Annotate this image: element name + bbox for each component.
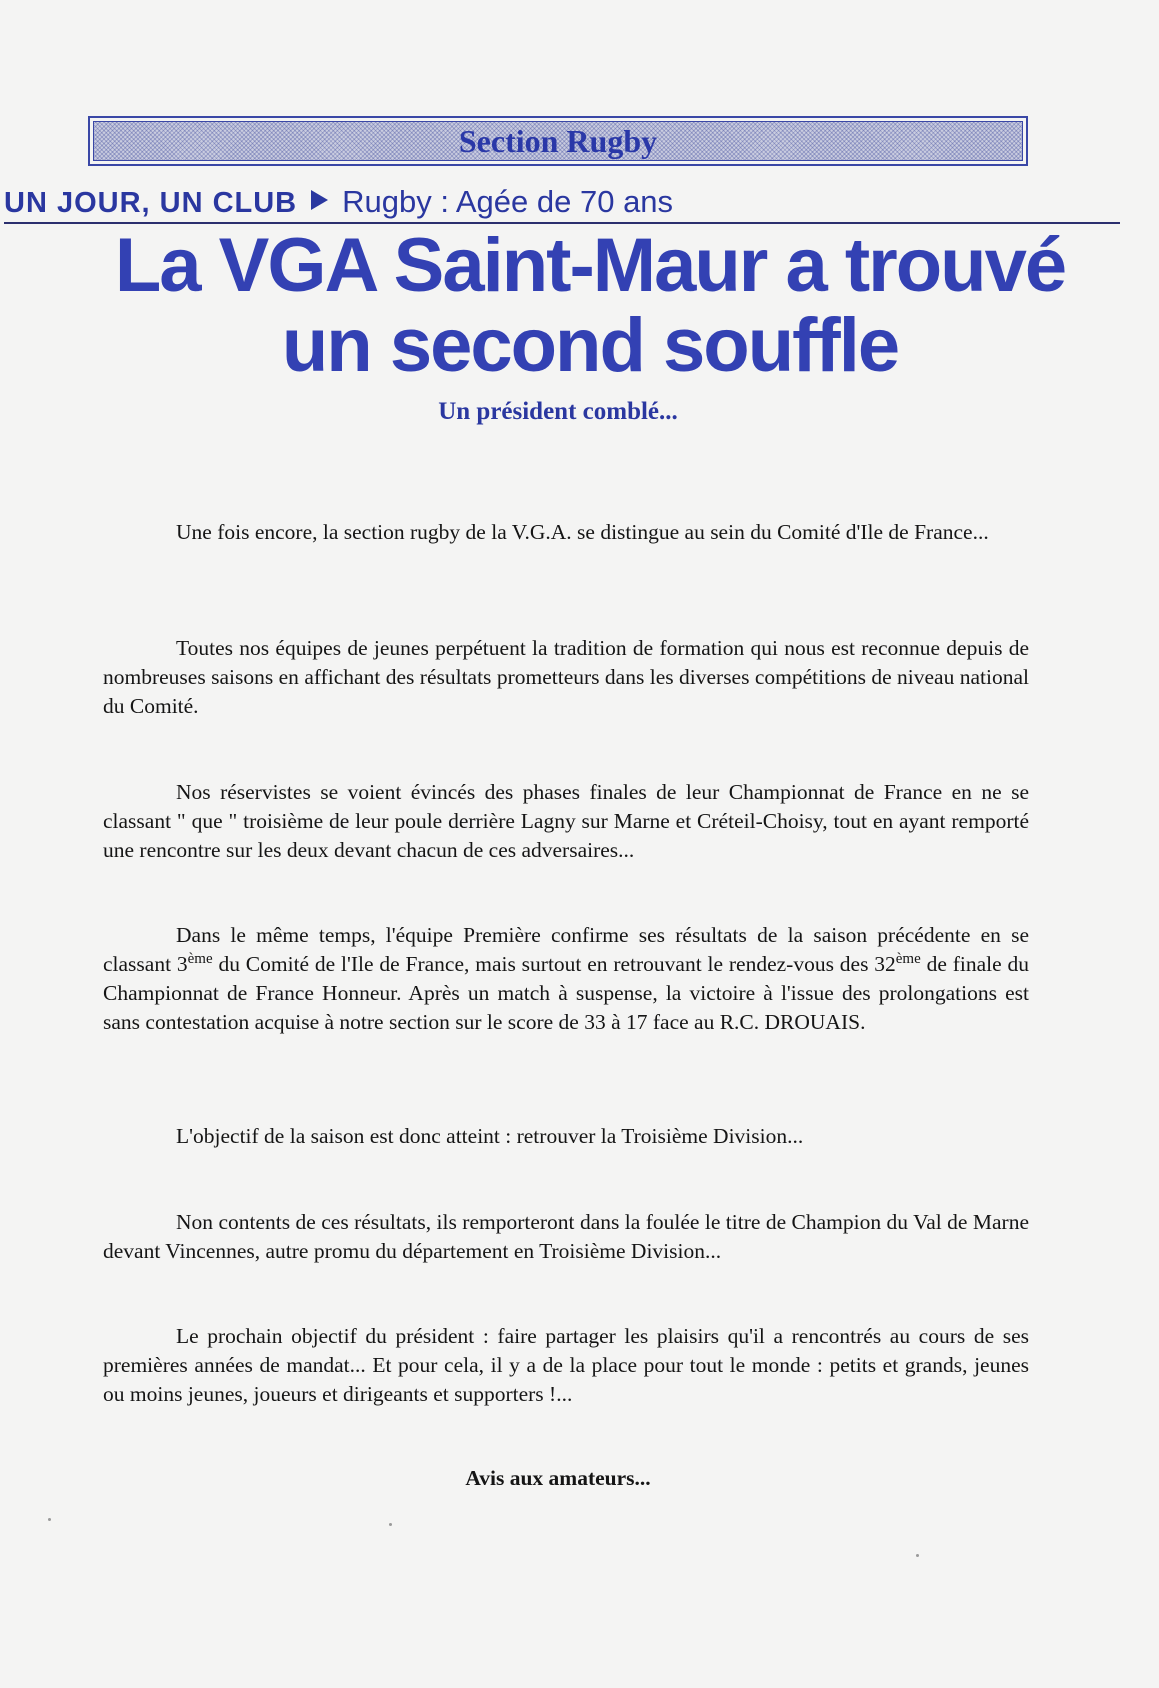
paragraph-7: Le prochain objectif du président : faire partager les plaisirs qu'il a rencontrés au cours de ses premières années de mandat... Et pour cela, il y a de la place pour tout le monde : petits et grands, jeunes ou moins jeunes, joueurs et dirigeants et supporters !...: [103, 1324, 1029, 1406]
kicker-label: UN JOUR, UN CLUB: [4, 187, 298, 219]
headline-line-2: un second souffle: [281, 303, 899, 388]
paper-speck: [48, 1518, 51, 1521]
ordinal-suffix: ème: [187, 951, 213, 967]
kicker-subtitle: Rugby : Agée de 70 ans: [342, 184, 674, 219]
paragraph-4-part-3: de finale du Championnat de France Honneur. Après un match à suspense, la victoire à l'issue des prolongations est sans contestation acquise à notre section sur le score de 33 à 17 face au R.C. DROUAIS.: [103, 952, 1029, 1034]
paper-speck: [916, 1554, 919, 1557]
paragraph-4-part-2: du Comité de l'Ile de France, mais surtout en retrouvant le rendez-vous des 32: [212, 952, 896, 976]
closing-line: Avis aux amateurs...: [465, 1466, 651, 1490]
headline: [60, 223, 1120, 388]
headline-line-1: La VGA Saint-Maur a trouvé: [114, 223, 1066, 308]
section-banner: [88, 116, 1028, 166]
paper-speck: [389, 1523, 392, 1526]
ordinal-suffix: ème: [895, 951, 921, 967]
paragraph-6: Non contents de ces résultats, ils remporteront dans la foulée le titre de Champion du Val de Marne devant Vincennes, autre promu du département en Troisième Division...: [103, 1210, 1029, 1263]
paragraph-3: Nos réservistes se voient évincés des phases finales de leur Championnat de France en ne se classant " que " troisième de leur poule derrière Lagny sur Marne et Créteil-Choisy, tout en ayant remporté une rencontre sur les deux devant chacun de ces adversaires...: [103, 780, 1029, 862]
paragraph-4-part-1: Dans le même temps, l'équipe Première confirme ses résultats de la saison précédente en se classant 3: [103, 923, 1029, 976]
paragraph-2: Toutes nos équipes de jeunes perpétuent la tradition de formation qui nous est reconnue depuis de nombreuses saisons en affichant des résultats prometteurs dans les diverses compétitions de niveau national du Comité.: [103, 636, 1029, 718]
kicker-line: [4, 184, 1120, 224]
paragraph-5: L'objectif de la saison est donc atteint : retrouver la Troisième Division...: [176, 1124, 804, 1148]
paragraph-1: Une fois encore, la section rugby de la V.G.A. se distingue au sein du Comité d'Ile de France...: [176, 520, 989, 544]
paragraph-4: [103, 921, 1029, 1037]
subheadline: Un président comblé...: [438, 398, 678, 425]
triangle-right-icon: [311, 190, 328, 210]
section-title: Section Rugby: [458, 122, 658, 159]
